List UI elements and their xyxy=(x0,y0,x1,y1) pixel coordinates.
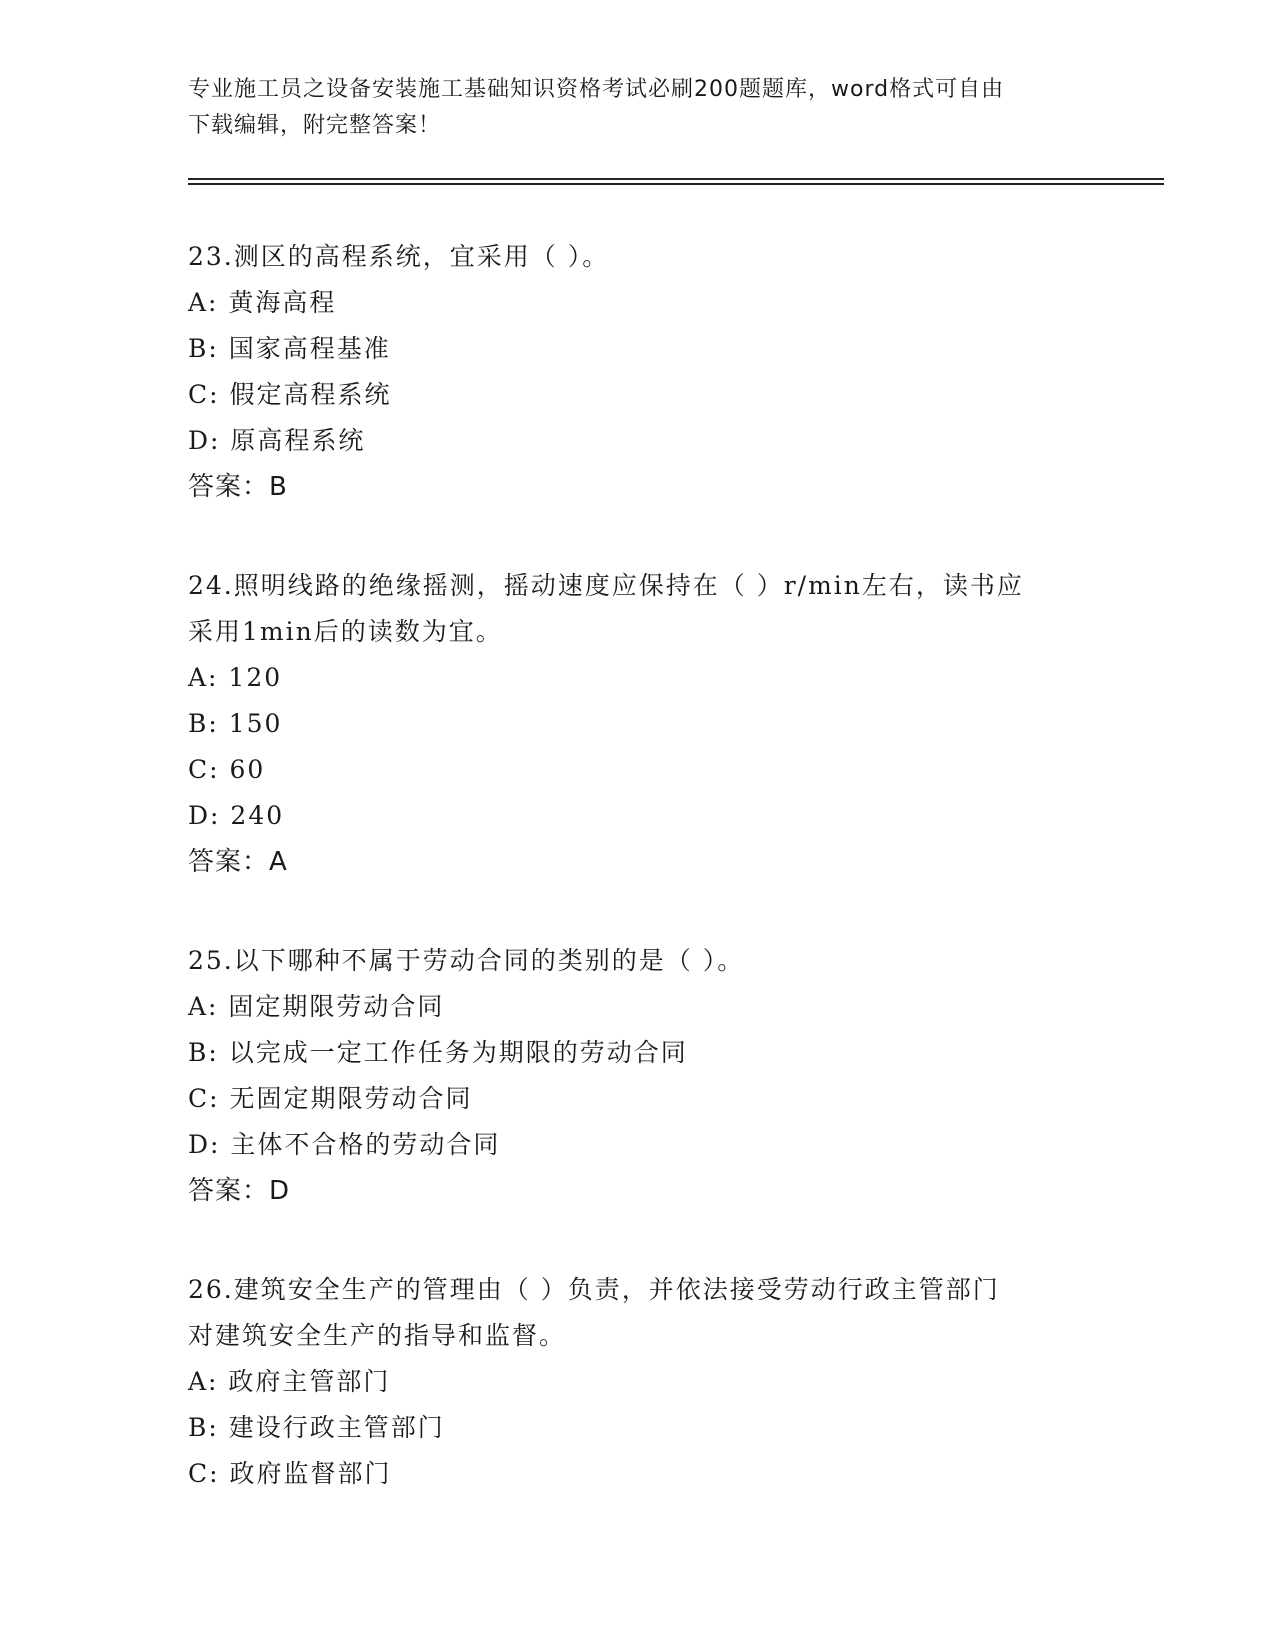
answer: 答案：D xyxy=(188,1176,291,1206)
question-stem: 26.建筑安全生产的管理由（ ）负责，并依法接受劳动行政主管部门 xyxy=(188,1275,1000,1304)
option-b: B: 国家高程基准 xyxy=(188,334,391,363)
question-24 xyxy=(188,563,1088,885)
answer: 答案：B xyxy=(188,472,288,502)
header-rule-top xyxy=(188,178,1164,180)
question-26 xyxy=(188,1267,1088,1497)
option-a: A: 固定期限劳动合同 xyxy=(188,992,445,1021)
option-b: B: 建设行政主管部门 xyxy=(188,1413,445,1442)
option-c: C: 无固定期限劳动合同 xyxy=(188,1084,473,1113)
option-c: C: 60 xyxy=(188,755,266,784)
answer: 答案：A xyxy=(188,847,288,877)
question-stem: 25.以下哪种不属于劳动合同的类别的是（ ）。 xyxy=(188,946,745,975)
option-d: D: 240 xyxy=(188,801,285,830)
header-line-1: 专业施工员之设备安装施工基础知识资格考试必刷200题题库，word格式可自由 xyxy=(188,77,1005,102)
document-header xyxy=(188,72,1088,144)
option-a: A: 政府主管部门 xyxy=(188,1367,391,1396)
question-stem: 23.测区的高程系统，宜采用（ ）。 xyxy=(188,242,610,271)
question-stem-continued: 采用1min后的读数为宜。 xyxy=(188,617,503,646)
option-c: C: 假定高程系统 xyxy=(188,380,392,409)
option-d: D: 主体不合格的劳动合同 xyxy=(188,1130,501,1159)
option-d: D: 原高程系统 xyxy=(188,426,366,455)
option-b: B: 以完成一定工作任务为期限的劳动合同 xyxy=(188,1038,688,1067)
question-23 xyxy=(188,234,1088,510)
option-c: C: 政府监督部门 xyxy=(188,1459,392,1488)
question-25 xyxy=(188,938,1088,1214)
header-line-2: 下载编辑，附完整答案！ xyxy=(188,113,442,138)
question-list xyxy=(188,234,1088,1550)
option-a: A: 黄海高程 xyxy=(188,288,337,317)
header-rule-bottom xyxy=(188,183,1164,185)
option-b: B: 150 xyxy=(188,709,283,738)
option-a: A: 120 xyxy=(188,663,283,692)
question-stem-continued: 对建筑安全生产的指导和监督。 xyxy=(188,1321,567,1350)
question-stem: 24.照明线路的绝缘摇测，摇动速度应保持在（ ）r/min左右，读书应 xyxy=(188,571,1024,600)
